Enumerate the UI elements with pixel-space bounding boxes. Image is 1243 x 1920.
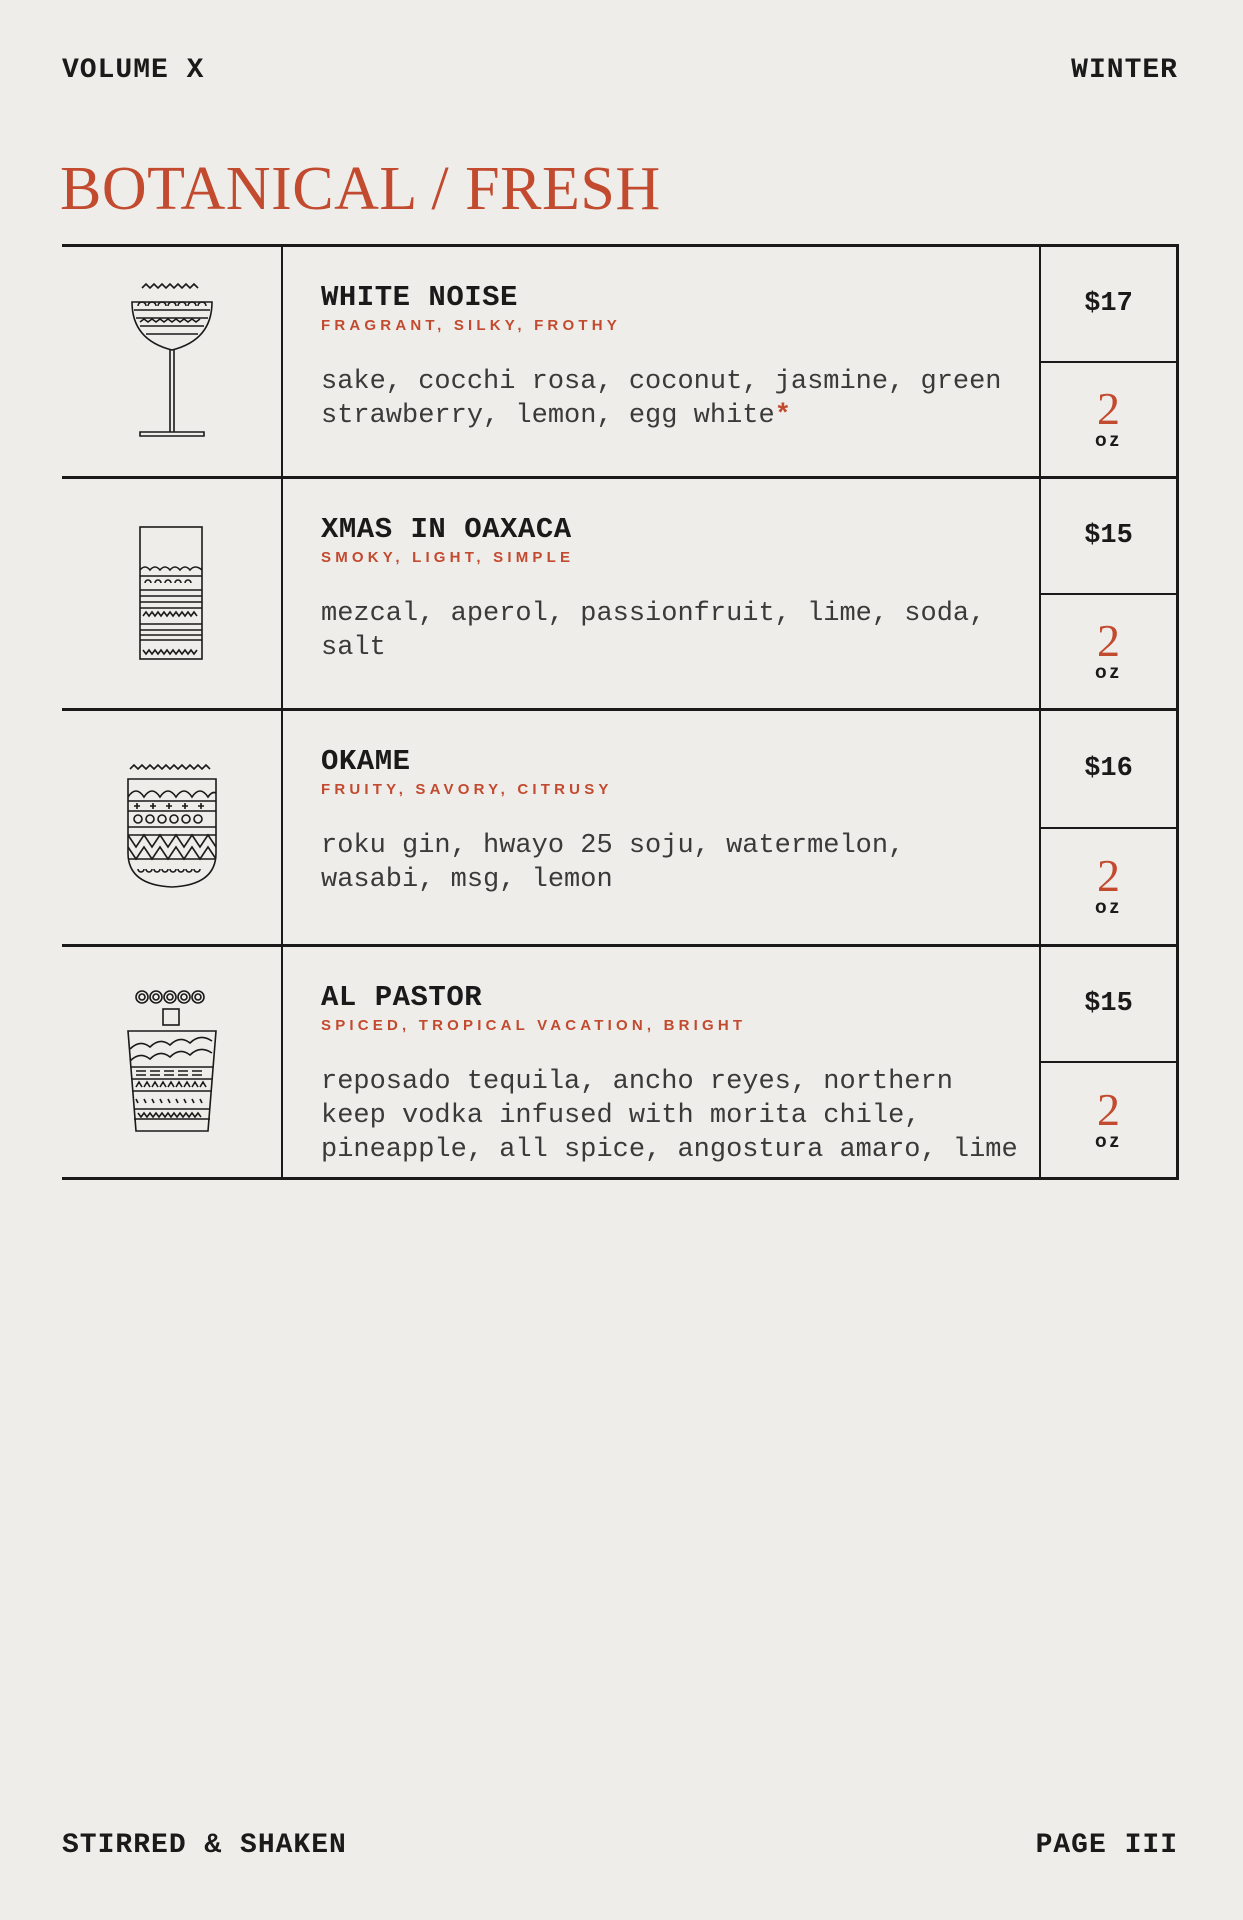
- drink-pour: [1041, 1063, 1176, 1177]
- drink-price: $17: [1041, 247, 1176, 363]
- drink-description: [283, 247, 1041, 476]
- drink-tags: SPICED, TROPICAL VACATION, BRIGHT: [321, 1017, 747, 1034]
- drink-price-cell: [1041, 947, 1179, 1177]
- footer-section-label: STIRRED & SHAKEN: [62, 1830, 347, 1861]
- volume-label: VOLUME X: [62, 55, 205, 86]
- rocks-glass-icon: [124, 987, 220, 1137]
- pour-amount: 2: [1097, 615, 1120, 667]
- drink-ingredients: mezcal, aperol, passionfruit, lime, soda, salt: [321, 599, 986, 663]
- drink-description: [283, 479, 1041, 708]
- drink-name: OKAME: [321, 745, 411, 778]
- drink-price-cell: [1041, 711, 1179, 944]
- drink-row: [62, 479, 1179, 711]
- drink-name: XMAS IN OAXACA: [321, 513, 572, 546]
- drink-pour: [1041, 829, 1176, 945]
- drink-name: AL PASTOR: [321, 981, 483, 1014]
- drink-menu-table: [62, 244, 1179, 1180]
- section-title: BOTANICAL / FRESH: [60, 155, 661, 223]
- drink-price-cell: [1041, 247, 1179, 476]
- drink-pour: [1041, 363, 1176, 477]
- drink-tags: FRAGRANT, SILKY, FROTHY: [321, 317, 621, 334]
- drink-pour: [1041, 595, 1176, 709]
- drink-icon-cell: [62, 711, 283, 944]
- pour-unit: oz: [1094, 897, 1123, 919]
- drink-icon-cell: [62, 479, 283, 708]
- ingredients-text: sake, cocchi rosa, coconut, jasmine, green strawberry, lemon, egg white: [321, 367, 1002, 431]
- season-label: WINTER: [1071, 55, 1178, 86]
- pour-amount: 2: [1097, 383, 1120, 435]
- page-number: PAGE III: [1035, 1830, 1178, 1861]
- drink-name: WHITE NOISE: [321, 281, 518, 314]
- drink-price: $16: [1041, 711, 1176, 829]
- cup-glass-icon: [124, 763, 220, 893]
- drink-icon-cell: [62, 947, 283, 1177]
- drink-description: [283, 947, 1041, 1177]
- raw-egg-marker: *: [774, 401, 791, 431]
- pour-unit: oz: [1094, 662, 1123, 684]
- highball-glass-icon: [137, 524, 207, 664]
- drink-row: [62, 947, 1179, 1180]
- drink-icon-cell: [62, 247, 283, 476]
- coupe-glass-icon: [122, 282, 222, 442]
- pour-amount: 2: [1097, 1084, 1120, 1135]
- drink-row: [62, 711, 1179, 947]
- drink-ingredients: [321, 365, 1021, 433]
- drink-price: $15: [1041, 479, 1176, 595]
- drink-row: [62, 247, 1179, 479]
- pour-amount: 2: [1097, 850, 1120, 902]
- drink-price: $15: [1041, 947, 1176, 1063]
- pour-unit: oz: [1094, 430, 1123, 452]
- drink-ingredients: reposado tequila, ancho reyes, northern keep vodka infused with morita chile, pineapple, all spice, angostura amaro, lime: [321, 1067, 1018, 1165]
- drink-tags: SMOKY, LIGHT, SIMPLE: [321, 549, 575, 566]
- drink-ingredients: roku gin, hwayo 25 soju, watermelon, wasabi, msg, lemon: [321, 831, 905, 895]
- pour-unit: oz: [1094, 1131, 1123, 1152]
- drink-tags: FRUITY, SAVORY, CITRUSY: [321, 781, 613, 798]
- drink-price-cell: [1041, 479, 1179, 708]
- drink-description: [283, 711, 1041, 944]
